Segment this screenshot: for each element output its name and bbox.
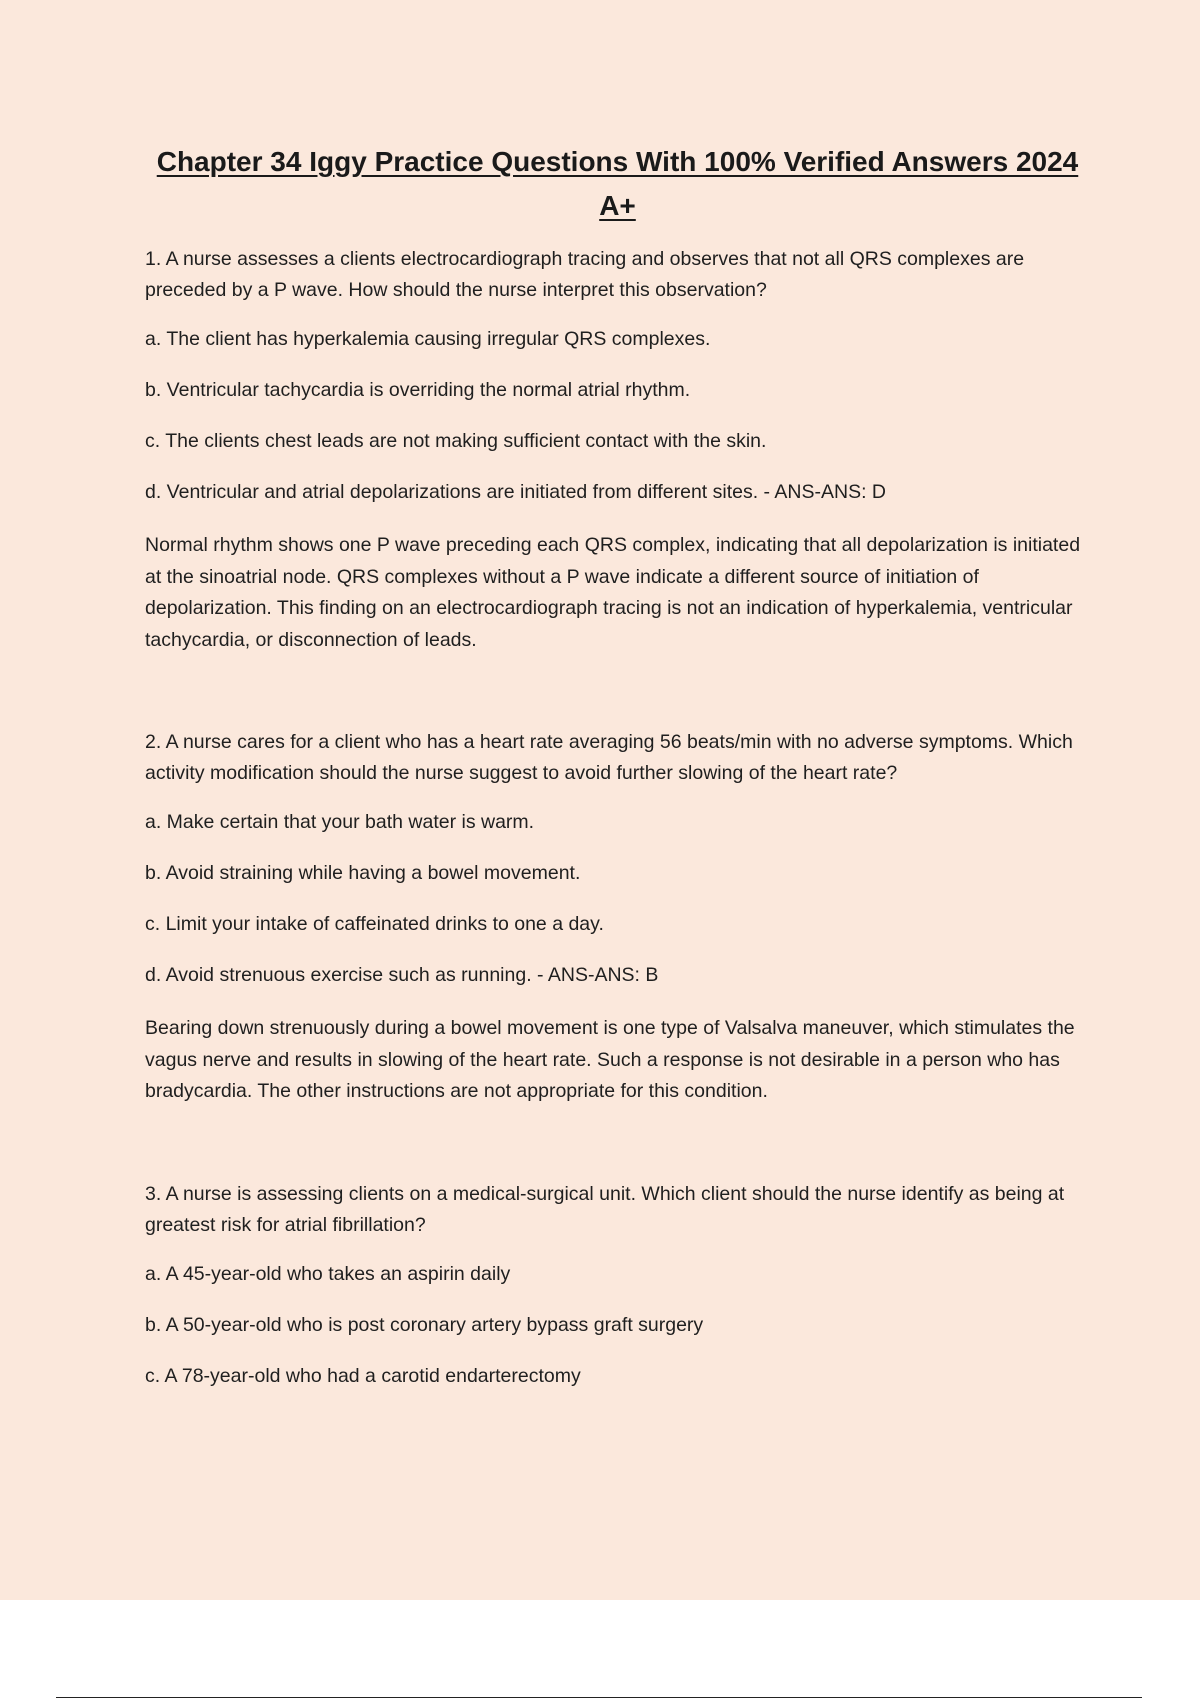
question-3 [145,1179,1090,1389]
answer-option: c. A 78-year-old who had a carotid endarterectomy [145,1364,581,1387]
answer-option: a. Make certain that your bath water is warm. [145,811,535,833]
answer-option: a. The client has hyperkalemia causing irregular QRS complexes. [145,328,711,350]
answer-option: c. The clients chest leads are not making sufficient contact with the skin. [145,430,767,452]
question-1 [145,244,1090,656]
document-title-line2: A+ [599,190,636,221]
footer-divider [56,1697,1142,1698]
answer-option: c. Limit your intake of caffeinated drinks to one a day. [145,913,604,935]
answer-option: d. Ventricular and atrial depolarizations are initiated from different sites. - ANS-ANS: D [145,481,886,503]
document-content [145,140,1090,1414]
question-rationale: Normal rhythm shows one P wave preceding each QRS complex, indicating that all depolarization is initiated at the sinoatrial node. QRS complexes without a P wave indicate a different source of initiation of depolarization. This finding on an electrocardiograph tracing is not an indication of hyperkalemia, ventricular tachycardia, or disconnection of leads. [145,534,1081,651]
answer-option: b. Avoid straining while having a bowel movement. [145,862,581,884]
question-stem: 1. A nurse assesses a clients electrocardiograph tracing and observes that not all QRS complexes are preceded by a P wave. How should the nurse interpret this observation? [145,248,1025,301]
answer-option: a. A 45-year-old who takes an aspirin daily [145,1262,511,1285]
document-title [145,140,1090,228]
question-stem: 3. A nurse is assessing clients on a medical-surgical unit. Which client should the nurse identify as being at greatest risk for atrial fibrillation? [145,1182,1065,1236]
answer-option: b. A 50-year-old who is post coronary artery bypass graft surgery [145,1313,704,1336]
question-2 [145,727,1090,1108]
question-stem: 2. A nurse cares for a client who has a heart rate averaging 56 beats/min with no adverse symptoms. Which activity modification should the nurse suggest to avoid further slowing of the heart rate? [145,731,1073,784]
answer-option: d. Avoid strenuous exercise such as running. - ANS-ANS: B [145,964,659,986]
question-rationale: Bearing down strenuously during a bowel movement is one type of Valsalva maneuver, which stimulates the vagus nerve and results in slowing of the heart rate. Such a response is not desirable in a person who has bradycardia. The other instructions are not appropriate for this condition. [145,1017,1075,1102]
answer-option: b. Ventricular tachycardia is overriding the normal atrial rhythm. [145,379,691,401]
document-title-line1: Chapter 34 Iggy Practice Questions With 100% Verified Answers 2024 [156,146,1079,177]
